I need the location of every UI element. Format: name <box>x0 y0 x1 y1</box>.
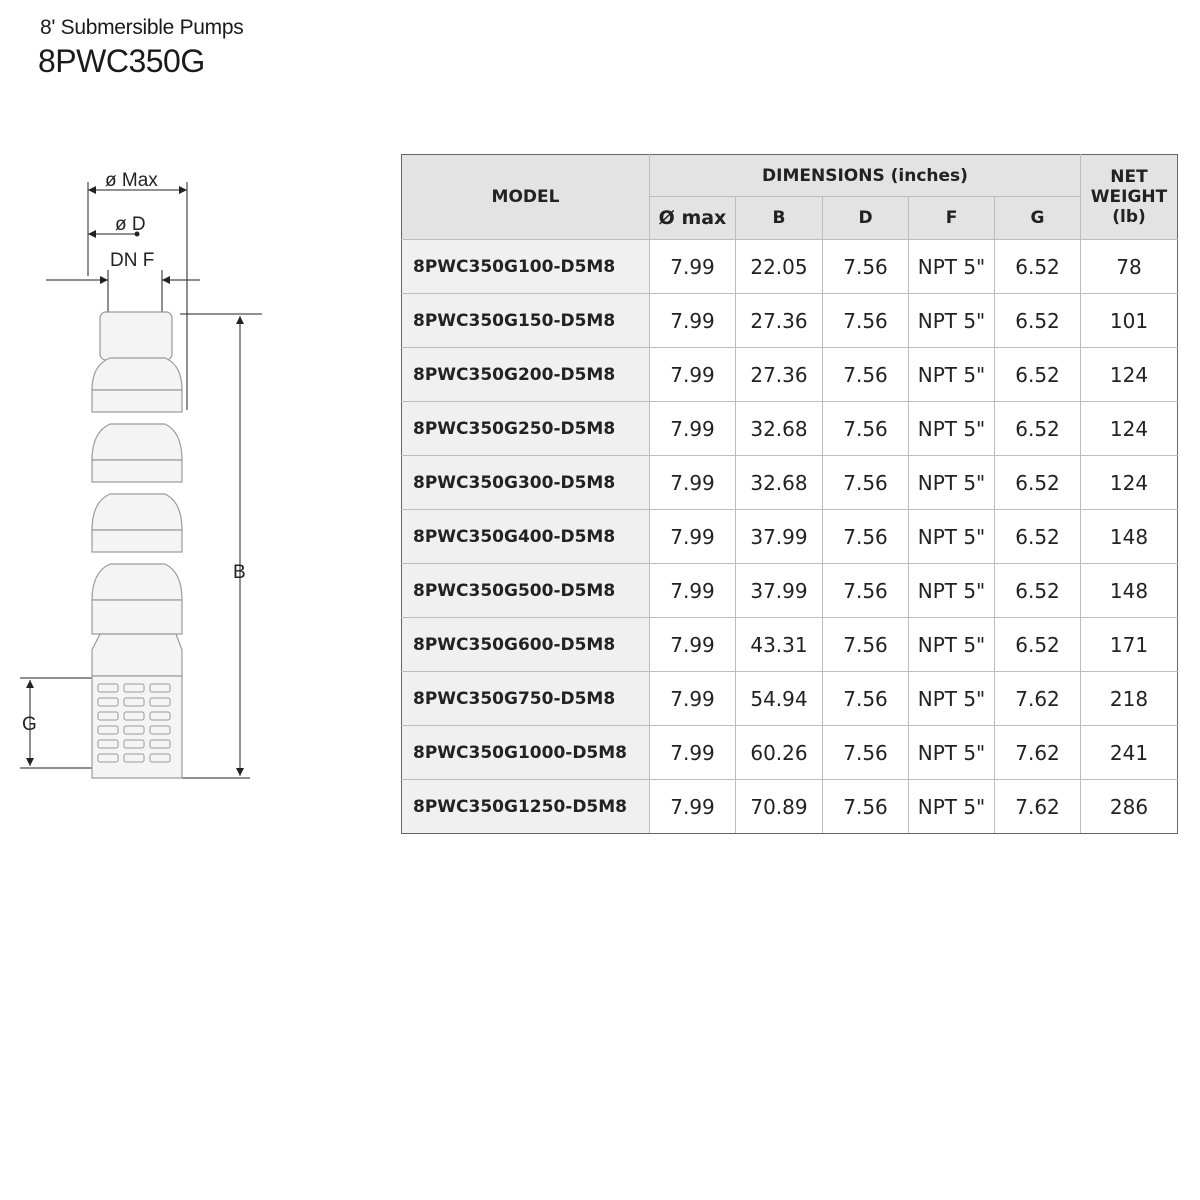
header-col-d: D <box>823 197 909 240</box>
label-max: ø Max <box>105 170 158 191</box>
table-body <box>402 240 1178 834</box>
table-row: 8PWC350G200-D5M8 7.99 27.36 7.56 NPT 5" 6.52 124 <box>402 348 1178 402</box>
header-net-weight: NET WEIGHT (lb) <box>1081 155 1178 240</box>
header-col-max: Ø max <box>650 197 736 240</box>
table-row: 8PWC350G150-D5M8 7.99 27.36 7.56 NPT 5" 6.52 101 <box>402 294 1178 348</box>
page-subtitle: 8' Submersible Pumps <box>40 16 244 39</box>
label-d: ø D <box>115 214 146 235</box>
table-row: 8PWC350G1250-D5M8 7.99 70.89 7.56 NPT 5" 7.62 286 <box>402 780 1178 834</box>
header-col-b: B <box>736 197 823 240</box>
page-title: 8PWC350G <box>38 43 205 79</box>
table-row: 8PWC350G1000-D5M8 7.99 60.26 7.56 NPT 5" 7.62 241 <box>402 726 1178 780</box>
header-col-g: G <box>995 197 1081 240</box>
table-row: 8PWC350G400-D5M8 7.99 37.99 7.56 NPT 5" 6.52 148 <box>402 510 1178 564</box>
header-col-f: F <box>909 197 995 240</box>
table-row: 8PWC350G600-D5M8 7.99 43.31 7.56 NPT 5" 6.52 171 <box>402 618 1178 672</box>
table-row: 8PWC350G100-D5M8 7.99 22.05 7.56 NPT 5" 6.52 78 <box>402 240 1178 294</box>
table-row: 8PWC350G300-D5M8 7.99 32.68 7.56 NPT 5" 6.52 124 <box>402 456 1178 510</box>
header-model: MODEL <box>402 155 650 240</box>
table-row: 8PWC350G500-D5M8 7.99 37.99 7.56 NPT 5" 6.52 148 <box>402 564 1178 618</box>
specifications-table <box>401 154 1178 834</box>
pump-dimension-drawing <box>0 160 300 800</box>
header-dimensions: DIMENSIONS (inches) <box>650 155 1081 197</box>
label-g: G <box>22 714 37 735</box>
label-b: B <box>233 562 246 583</box>
table-row: 8PWC350G750-D5M8 7.99 54.94 7.56 NPT 5" 7.62 218 <box>402 672 1178 726</box>
pump-body <box>92 312 182 778</box>
table-row: 8PWC350G250-D5M8 7.99 32.68 7.56 NPT 5" 6.52 124 <box>402 402 1178 456</box>
label-dnf: DN F <box>110 250 155 271</box>
